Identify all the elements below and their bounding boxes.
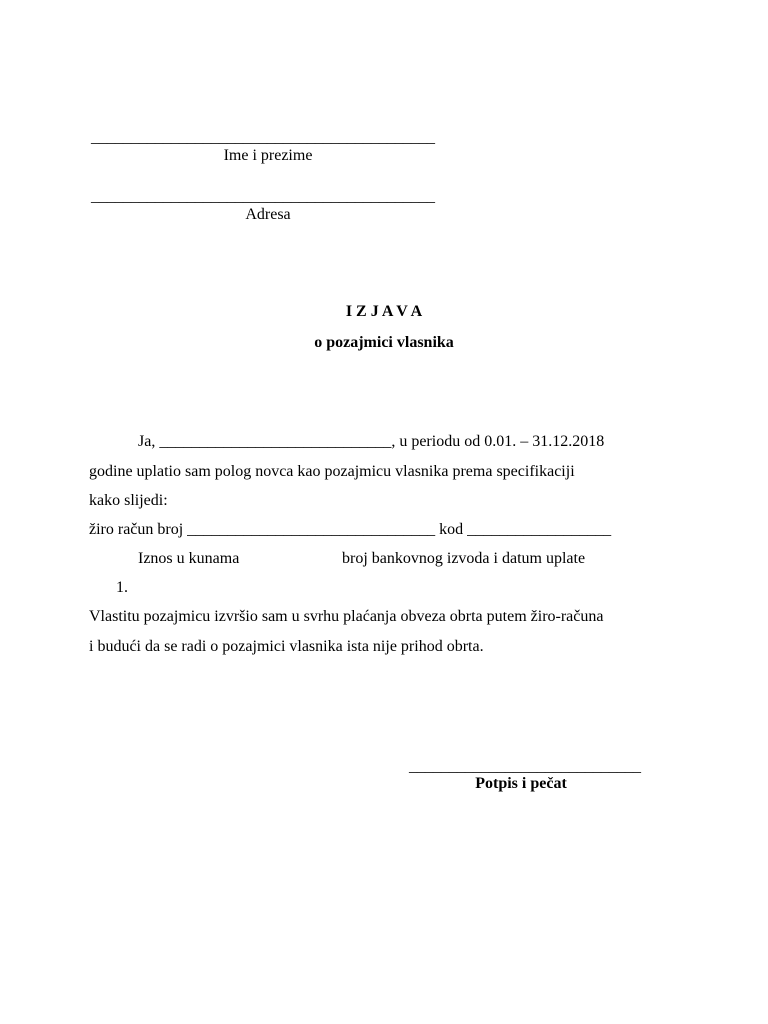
signature-label: Potpis i pečat	[475, 775, 567, 792]
signature-underline: _____________________________	[409, 758, 641, 775]
body-line-6: i budući da se radi o pozajmici vlasnika ista nije prihod obrta.	[89, 638, 484, 655]
document-title: I Z J A V A	[345, 303, 423, 320]
address-underline: ___________________________________________	[91, 188, 435, 205]
column-header-amount: Iznos u kunama	[138, 550, 240, 567]
address-label: Adresa	[245, 206, 291, 223]
list-item-1: 1.	[116, 579, 128, 596]
name-label: Ime i prezime	[223, 147, 313, 164]
body-line-account: žiro račun broj _______________________________ kod __________________	[89, 521, 612, 538]
body-line-3: kako slijedi:	[89, 492, 168, 509]
column-header-statement: broj bankovnog izvoda i datum uplate	[342, 550, 586, 567]
body-line-5: Vlastitu pozajmicu izvršio sam u svrhu plaćanja obveza obrta putem žiro-računa	[89, 608, 604, 625]
document-subtitle: o pozajmici vlasnika	[314, 334, 454, 351]
name-underline: ___________________________________________	[91, 129, 435, 146]
body-line-2: godine uplatio sam polog novca kao pozajmicu vlasnika prema specifikaciji	[89, 463, 575, 480]
body-line-1: Ja, _____________________________, u periodu od 0.01. – 31.12.2018	[138, 433, 605, 450]
